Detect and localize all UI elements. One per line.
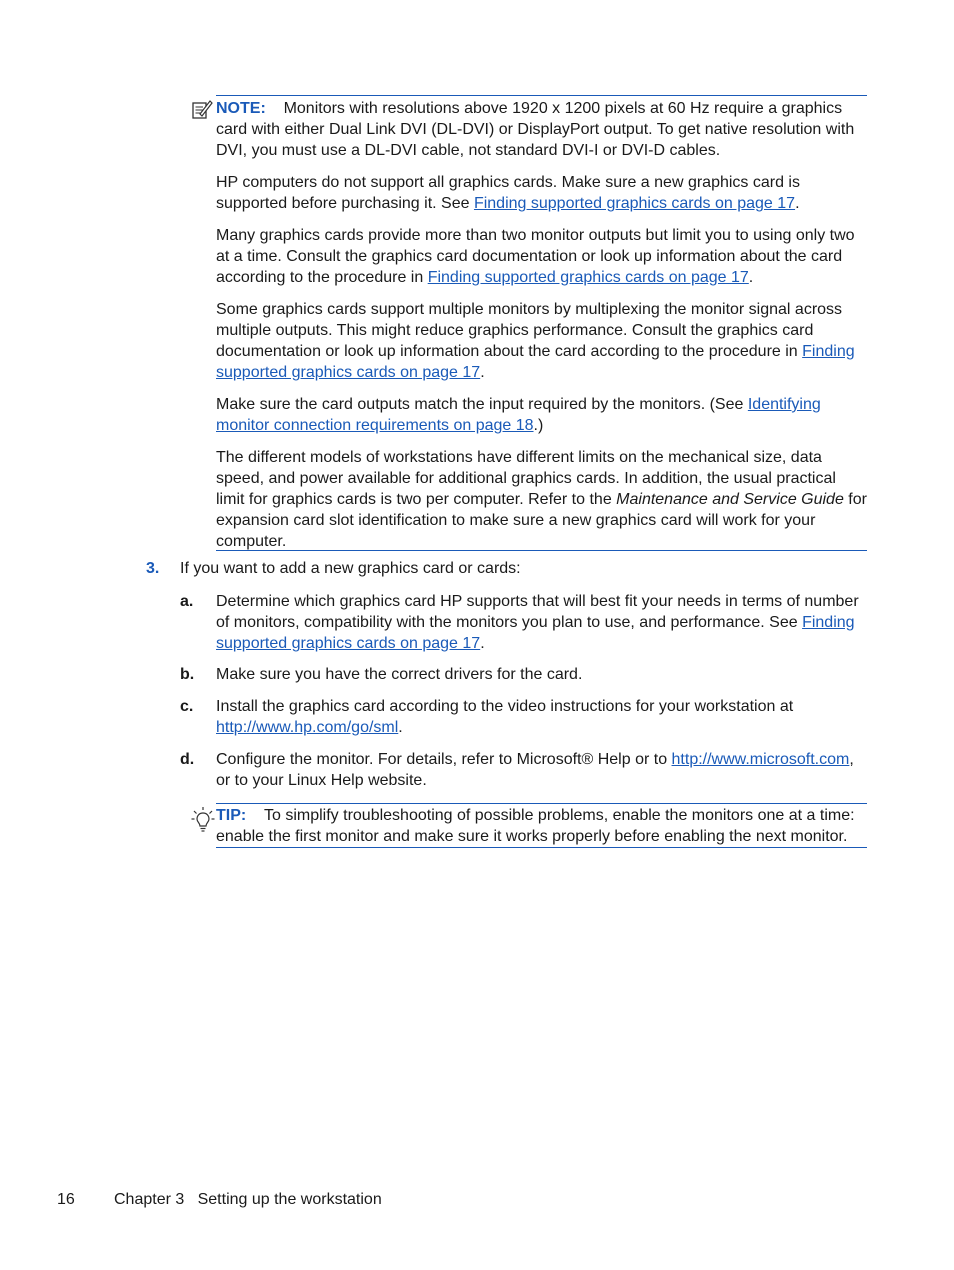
note-paragraph-6: The different models of workstations have different limits on the mechanical size, data speed, and power available for additional graphics cards. In addition, the usual practical limit for graphics cards is two per computer. Refer to the Maintenance and Service Guide for expansion card slot identification to make sure a new graphics card will work for your computer. — [216, 449, 867, 550]
substep-d-text: Configure the monitor. For details, refer to Microsoft® Help or to http://www.microsoft.com, or to your Linux Help website. — [216, 751, 854, 789]
note-paragraph-5: Make sure the card outputs match the input required by the monitors. (See Identifying monitor connection requirements on page 18.) — [216, 396, 821, 434]
note-paragraph-2: HP computers do not support all graphics cards. Make sure a new graphics card is supported before purchasing it. See Finding supported graphics cards on page 17. — [216, 174, 800, 212]
tip-label: TIP: — [216, 807, 247, 824]
note-paragraph-4: Some graphics cards support multiple monitors by multiplexing the monitor signal across multiple outputs. This might reduce graphics performance. Consult the graphics card documentation or look up information about the card according to the procedure in Finding supported graphics cards on page 17. — [216, 301, 855, 381]
substep-c-number: c. — [180, 698, 194, 715]
link-finding-cards-1[interactable]: Finding supported graphics cards on page 17 — [473, 195, 796, 212]
substep-a-number: a. — [180, 593, 194, 610]
link-monitor-requirements[interactable]: Identifying monitor connection requirements on page 18 — [216, 396, 821, 434]
note-paragraph-1: NOTE: Monitors with resolutions above 1920 x 1200 pixels at 60 Hz require a graphics card with either Dual Link DVI (DL-DVI) or DisplayPort output. To get native resolution with DVI, you must use a DL-DVI cable, not standard DVI-I or DVI-D cables. — [216, 100, 855, 159]
substep-d-number: d. — [180, 751, 195, 768]
substep-b-number: b. — [180, 666, 195, 683]
page-number: 16 — [57, 1191, 75, 1208]
note-paragraph-3: Many graphics cards provide more than two monitor outputs but limit you to using only two at a time. Consult the graphics card documentation or look up information about the card according to the procedure in Finding supported graphics cards on page 17. — [216, 227, 855, 286]
link-hp-sml[interactable]: http://www.hp.com/go/sml — [216, 719, 399, 736]
tip-paragraph: TIP: To simplify troubleshooting of possible problems, enable the monitors one at a time: enable the first monitor and make sure it works properly before enabling the next monitor. — [216, 807, 855, 845]
link-finding-cards-3[interactable]: Finding supported graphics cards on page 17 — [216, 343, 855, 381]
note-icon — [191, 98, 213, 120]
note-box — [216, 95, 867, 551]
step-3-number: 3. — [146, 560, 160, 577]
lightbulb-icon — [191, 806, 215, 834]
substep-b-text: Make sure you have the correct drivers for the card. — [216, 666, 583, 683]
link-microsoft[interactable]: http://www.microsoft.com — [671, 751, 850, 768]
link-finding-cards-4[interactable]: Finding supported graphics cards on page 17 — [216, 614, 855, 652]
substep-a-text: Determine which graphics card HP supports that will best fit your needs in terms of number of monitors, compatibility with the monitors you plan to use, and performance. See Finding supported graphics cards on page 17. — [216, 593, 859, 652]
chapter-title: Chapter 3 Setting up the workstation — [114, 1191, 382, 1208]
tip-box — [216, 803, 867, 848]
step-3-text: If you want to add a new graphics card or cards: — [180, 560, 521, 577]
note-label: NOTE: — [216, 100, 266, 117]
link-finding-cards-2[interactable]: Finding supported graphics cards on page 17 — [427, 269, 749, 286]
substep-c-text: Install the graphics card according to the video instructions for your workstation at http://www.hp.com/go/sml. — [216, 698, 794, 736]
